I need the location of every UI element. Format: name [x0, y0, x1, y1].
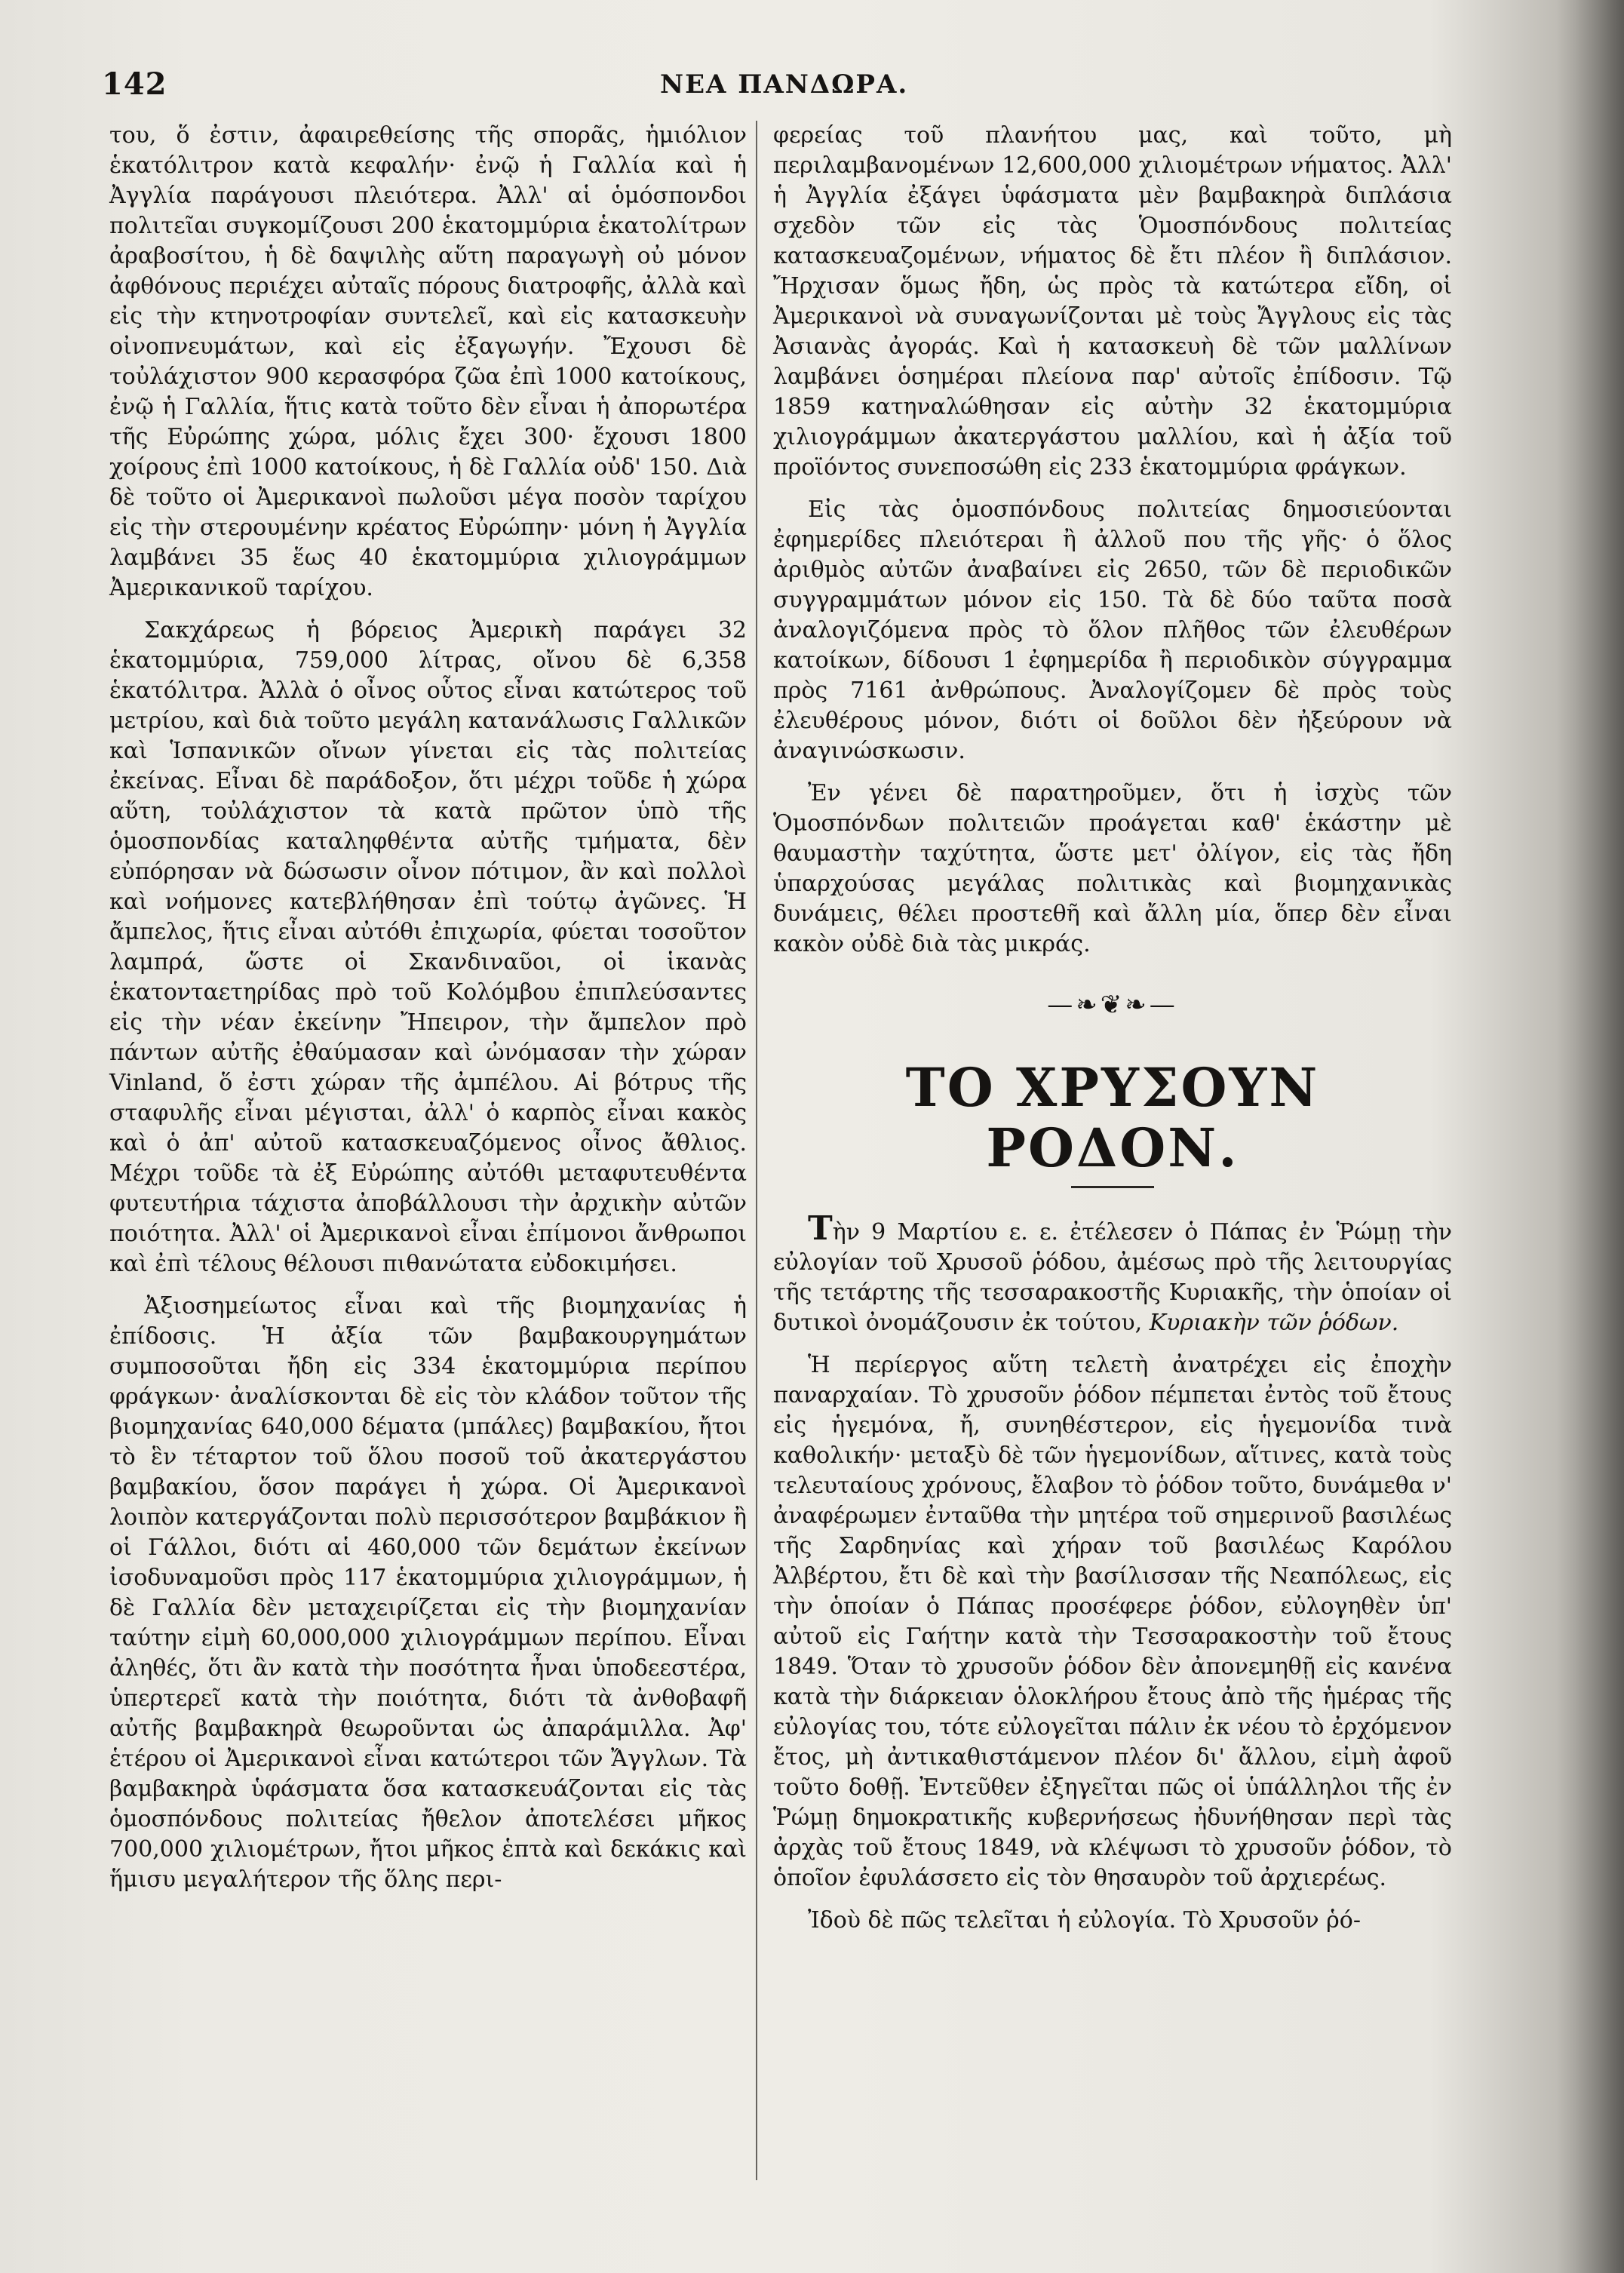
column-divider — [756, 121, 757, 2180]
paragraph: Ἐν γένει δὲ παρατηροῦμεν, ὅτι ἡ ἰσχὺς τῶν Ὁμοσπόνδων πολιτειῶν προάγεται καθ' ἑκάστην μὲ θαυμαστὴν ταχύτητα, ὥστε μετ' ὀλίγον, εἰς τὰς ἤδη ὑπαρχούσας μεγάλας πολιτικὰς καὶ βιομηχανικὰς δυνάμεις, θέλει προστεθῆ καὶ ἄλλη μία, ὅπερ δὲν εἶναι κακὸν οὐδὲ διὰ τὰς μικράς. — [773, 780, 1452, 957]
paragraph: Εἰς τὰς ὁμοσπόνδους πολιτείας δημοσιεύονται ἐφημερίδες πλειότεραι ἢ ἀλλοῦ που τῆς γῆς· ὁ ὅλος ἀριθμὸς αὐτῶν ἀναβαίνει εἰς 2650, τῶν δὲ περιοδικῶν συγγραμμάτων μόνον εἰς 150. Τὰ δὲ δύο ταῦτα ποσὰ ἀναλογιζόμενα πρὸς τὸ ὅλον πλῆθος τῶν ἐλευθέρων κατοίκων, δίδουσι 1 ἐφημερίδα ἢ περιοδικὸν σύγγραμμα πρὸς 7161 ἀνθρώπους. Ἀναλογίζομεν δὲ πρὸς τοὺς ἐλευθέρους μόνον, διότι οἱ δοῦλοι δὲν ἠξεύρουν νὰ ἀναγινώσκωσιν. — [773, 496, 1452, 764]
running-title: ΝΕΑ ΠΑΝΔΩΡΑ. — [660, 69, 909, 100]
page-number: 142 — [102, 66, 167, 102]
article-text: ὴν 9 Μαρτίου ε. ε. ἐτέλεσεν ὁ Πάπας ἐν Ῥώμῃ τὴν εὐλογίαν τοῦ Χρυσοῦ ῥόδου, ἀμέσως πρὸ τῆς λειτουργίας τῆς τετάρτης τῆς τεσσαρακοστῆς Κυριακῆς, τὴν ὁποίαν οἱ δυτικοὶ ὀνομάζουσιν ἐκ τούτου, — [773, 1219, 1452, 1336]
book-spine-shadow — [1556, 0, 1624, 2273]
article-paragraph: Ἡ περίεργος αὕτη τελετὴ ἀνατρέχει εἰς ἐποχὴν παναρχαίαν. Τὸ χρυσοῦν ῥόδον πέμπεται ἐντὸς τοῦ ἔτους εἰς ἡγεμόνα, ἤ, συνηθέστερον, εἰς ἡγεμονίδα τινὰ καθολικήν· μεταξὺ δὲ τῶν ἡγεμονίδων, αἵτινες, κατὰ τοὺς τελευταίους χρόνους, ἔλαβον τὸ ῥόδον τοῦτο, δυνάμεθα ν' ἀναφέρωμεν ἐνταῦθα τὴν μητέρα τοῦ σημερινοῦ βασιλέως τῆς Σαρδηνίας καὶ χήραν τοῦ βασιλέως Καρόλου Ἀλβέρτου, ἔτι δὲ καὶ τὴν βασίλισσαν τῆς Νεαπόλεως, εἰς τὴν ὁποίαν ὁ Πάπας προσέφερε ῥόδον, εὐλογηθὲν ὑπ' αὐτοῦ εἰς Γαήτην κατὰ τὴν Τεσσαρακοστὴν τοῦ ἔτους 1849. Ὅταν τὸ χρυσοῦν ῥόδον δὲν ἀπονεμηθῇ εἰς κανένα κατὰ τὴν διάρκειαν ὁλοκλήρου ἔτους ἀπὸ τῆς ἡμέρας τῆς εὐλογίας του, τότε εὐλογεῖται πάλιν ἐκ νέου τὸ ἐρχόμενον ἔτος, μὴ ἀντικαθιστάμενον πλέον δι' ἄλλου, εἰμὴ ἀφοῦ τοῦτο δοθῇ. Ἐντεῦθεν ἐξηγεῖται πῶς οἱ ὑπάλληλοι τῆς ἐν Ῥώμῃ δημοκρατικῆς κυβερνήσεως ἠδυνήθησαν περὶ τὰς ἀρχὰς τοῦ ἔτους 1849, νὰ κλέψωσι τὸ χρυσοῦν ῥόδον, τὸ ὁποῖον ἐφυλάσσετο εἰς τὸν θησαυρὸν τοῦ ἀρχιερέως. — [773, 1352, 1452, 1891]
title-underline — [1071, 1186, 1154, 1188]
article-title: ΤΟ ΧΡΥΣΟΥΝ ΡΟΔΟΝ. — [905, 1056, 1320, 1179]
paragraph: Ἀξιοσημείωτος εἶναι καὶ τῆς βιομηχανίας ἡ ἐπίδοσις. Ἡ ἀξία τῶν βαμβακουργημάτων συμποσοῦται ἤδη εἰς 334 ἑκατομμύρια περίπου φράγκων· ἀναλίσκονται δὲ εἰς τὸν κλάδον τοῦτον τῆς βιομηχανίας 640,000 δέματα (μπάλες) βαμβακίου, ἤτοι τὸ ἓν τέταρτον τοῦ ὅλου ποσοῦ τοῦ ἀκατεργάστου βαμβακίου, ὅσον παράγει ἡ χώρα. Οἱ Ἀμερικανοὶ λοιπὸν κατεργάζονται πολὺ περισσότερον βαμβάκιον ἢ οἱ Γάλλοι, διότι αἱ 460,000 τῶν δεμάτων ἐκείνων ἰσοδυναμοῦσι πρὸς 117 ἑκατομμύρια χιλιογράμμων, ἡ δὲ Γαλλία δὲν μεταχειρίζεται εἰς τὴν βιομηχανίαν ταύτην εἰμὴ 60,000,000 χιλιογράμμων περίπου. Εἶναι ἀληθές, ὅτι ἂν κατὰ τὴν ποσότητα ἦναι ὑποδεεστέρα, ὑπερτερεῖ κατὰ τὴν ποιότητα, διότι τὰ ἀνθοβαφῆ αὐτῆς βαμβακηρὰ θεωροῦνται ὡς ἀπαράμιλλα. Ἀφ' ἑτέρου οἱ Ἀμερικανοὶ εἶναι κατώτεροι τῶν Ἄγγλων. Τὰ βαμβακηρὰ ὑφάσματα ὅσα κατασκευάζονται εἰς τὰς ὁμοσπόνδους πολιτείας ἤθελον ἀποτελέσει μῆκος 700,000 χιλιομέτρων, ἤτοι μῆκος ἑπτὰ καὶ δεκάκις καὶ ἥμισυ μεγαλήτερον τῆς ὅλης περι- — [109, 1293, 747, 1893]
page-header — [102, 66, 1520, 112]
article-paragraph: Ἰδοὺ δὲ πῶς τελεῖται ἡ εὐλογία. Τὸ Χρυσοῦν ῥό- — [808, 1907, 1361, 1934]
left-column — [109, 121, 747, 1907]
paragraph: φερείας τοῦ πλανήτου μας, καὶ τοῦτο, μὴ περιλαμβανομένων 12,600,000 χιλιομέτρων νήματος. Ἀλλ' ἡ Ἀγγλία ἐξάγει ὑφάσματα μὲν βαμβακηρὰ διπλάσια σχεδὸν τῶν εἰς τὰς Ὁμοσπόνδους πολιτείας κατασκευαζομένων, νήματος δὲ ἔτι πλέον ἢ διπλάσιον. Ἤρχισαν ὅμως ἤδη, ὡς πρὸς τὰ κατώτερα εἴδη, οἱ Ἀμερικανοὶ νὰ συναγωνίζονται μὲ τοὺς Ἄγγλους εἰς τὰς Ἀσιανὰς ἀγοράς. Καὶ ἡ κατασκευὴ δὲ τῶν μαλλίνων λαμβάνει ὁσημέραι πλείονα παρ' αὐτοῖς ἐπίδοσιν. Τῷ 1859 κατηναλώθησαν εἰς αὐτὴν 32 ἑκατομμύρια χιλιογράμμων ἀκατεργάστου μαλλίου, καὶ ἡ ἀξία τοῦ προϊόντος συνεποσώθη εἰς 233 ἑκατομμύρια φράγκων. — [773, 122, 1452, 481]
ornament-divider: —❧❦❧— — [1047, 990, 1178, 1020]
initial-letter: Τ — [808, 1209, 833, 1248]
paragraph: Σακχάρεως ἡ βόρειος Ἀμερικὴ παράγει 32 ἑκατομμύρια, 759,000 λίτρας, οἴνου δὲ 6,358 ἑκατόλιτρα. Ἀλλὰ ὁ οἶνος οὗτος εἶναι κατώτερος τοῦ μετρίου, καὶ διὰ τοῦτο μεγάλη κατανάλωσις Γαλλικῶν καὶ Ἱσπανικῶν οἴνων γίνεται εἰς τὰς πολιτείας ἐκείνας. Εἶναι δὲ παράδοξον, ὅτι μέχρι τοῦδε ἡ χώρα αὕτη, τοὐλάχιστον τὰ κατὰ πρῶτον ὑπὸ τῆς ὁμοσπονδίας καταληφθέντα αὐτῆς τμήματα, δὲν εὐπόρησαν νὰ δώσωσιν οἶνον πότιμον, ἂν καὶ πολλοὶ καὶ νοήμονες κατεβλήθησαν ἐπὶ τούτῳ ἀγῶνες. Ἡ ἄμπελος, ἥτις εἶναι αὐτόθι ἐπιχωρία, φύεται τοσοῦτον λαμπρά, ὥστε οἱ Σκανδιναῦοι, οἱ ἱκανὰς ἑκατονταετηρίδας πρὸ τοῦ Κολόμβου ἐπιπλεύσαντες εἰς τὴν νέαν ἐκείνην Ἤπειρον, τὴν ἄμπελον πρὸ πάντων αὐτῆς ἐθαύμασαν καὶ ὠνόμασαν τὴν χώραν Vinland, ὅ ἐστι χώραν τῆς ἀμπέλου. Αἱ βότρυς τῆς σταφυλῆς εἶναι μέγισται, ἀλλ' ὁ καρπὸς εἶναι κακὸς καὶ ὁ ἀπ' αὐτοῦ κατασκευαζόμενος οἶνος ἄθλιος. Μέχρι τοῦδε τὰ ἐξ Εὐρώπης αὐτόθι μεταφυτευθέντα φυτευτήρια τάχιστα ἀποβάλλουσι τὴν ἀρχικὴν αὐτῶν ποιότητα. Ἀλλ' οἱ Ἀμερικανοὶ εἶναι ἐπίμονοι ἄνθρωποι καὶ ἐπὶ τέλους θέλουσι πιθανώτατα εὐδοκιμήσει. — [109, 617, 747, 1277]
article-paragraph — [773, 1209, 1452, 1338]
italic-term: Κυριακὴν τῶν ῥόδων. — [1149, 1310, 1399, 1336]
right-column — [773, 121, 1452, 1948]
paragraph: του, ὅ ἐστιν, ἀφαιρεθείσης τῆς σπορᾶς, ἡμιόλιον ἑκατόλιτρον κατὰ κεφαλήν· ἐνῷ ἡ Γαλλία καὶ ἡ Ἀγγλία παράγουσι πλειότερα. Ἀλλ' αἱ ὁμόσπονδοι πολιτεῖαι συγκομίζουσι 200 ἑκατομμύρια ἑκατολίτρων ἀραβοσίτου, ἡ δὲ δαψιλὴς αὕτη παραγωγὴ οὐ μόνον ἀφθόνους περιέχει αὐταῖς πόρους διατροφῆς, ἀλλὰ καὶ εἰς τὴν κτηνοτροφίαν συντελεῖ, καὶ εἰς κατασκευὴν οἰνοπνευμάτων, καὶ εἰς ἐξαγωγήν. Ἔχουσι δὲ τοὐλάχιστον 900 κερασφόρα ζῶα ἐπὶ 1000 κατοίκους, ἐνῷ ἡ Γαλλία, ἥτις κατὰ τοῦτο δὲν εἶναι ἡ ἀπορωτέρα τῆς Εὐρώπης χώρα, μόλις ἔχει 300· ἔχουσι 1800 χοίρους ἐπὶ 1000 κατοίκους, ἡ δὲ Γαλλία οὐδ' 150. Διὰ δὲ τοῦτο οἱ Ἀμερικανοὶ πωλοῦσι μέγα ποσὸν ταρίχου εἰς τὴν στερουμένην κρέατος Εὐρώπην· μόνη ἡ Ἀγγλία λαμβάνει 35 ἕως 40 ἑκατομμύρια χιλιογράμμων Ἀμερικανικοῦ ταρίχου. — [109, 122, 747, 601]
